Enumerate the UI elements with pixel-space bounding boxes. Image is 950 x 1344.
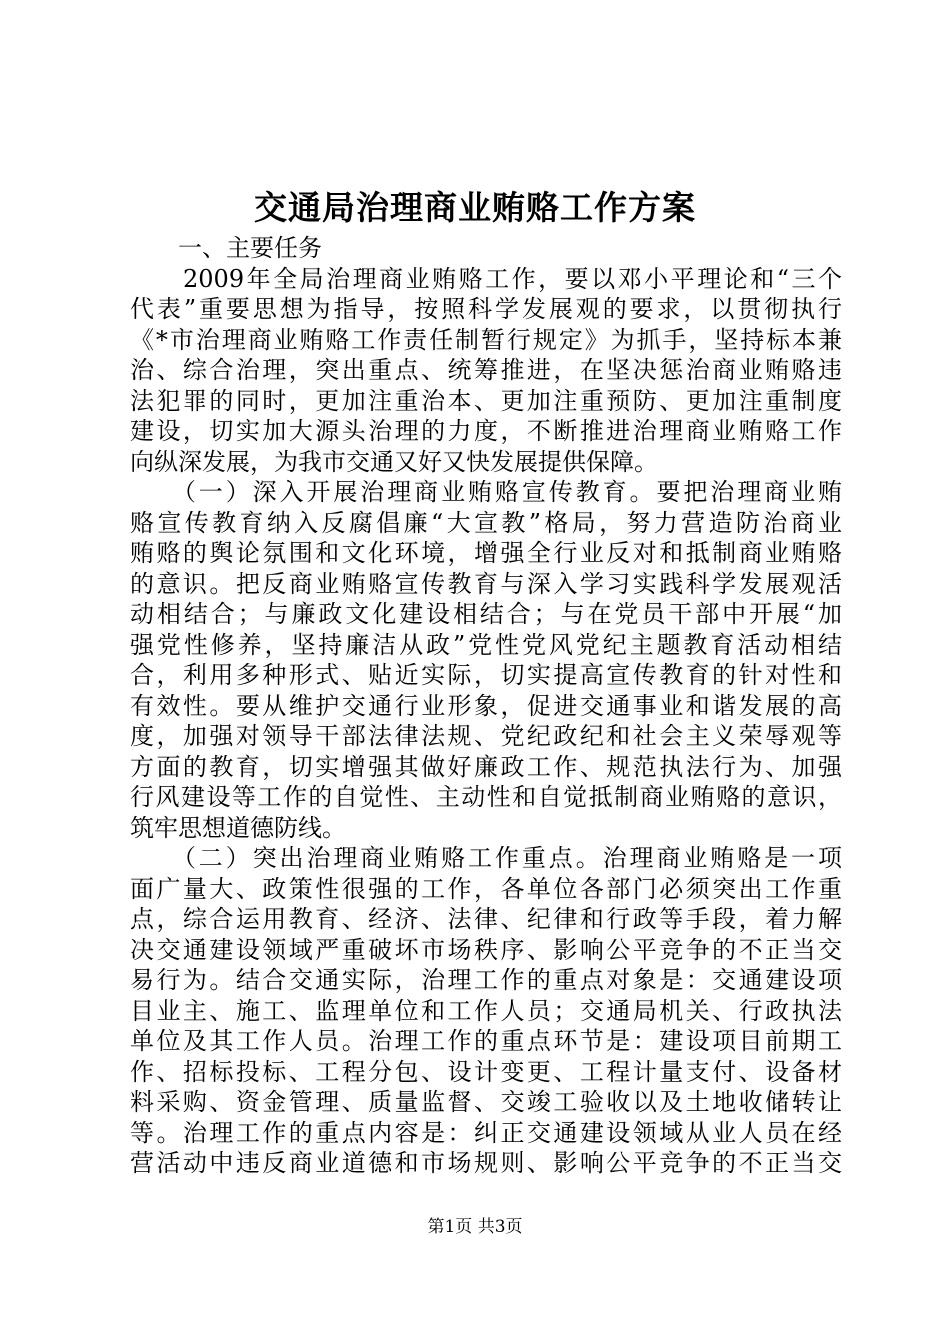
body-line: （一）深入开展治理商业贿赂宣传教育。要把治理商业贿 (130, 478, 842, 506)
body-line: 赂宣传教育纳入反腐倡廉“大宣教”格局，努力营造防治商业 (130, 508, 842, 537)
body-line: 合，利用多种形式、贴近实际，切实提高宣传教育的针对性和 (130, 661, 842, 689)
body-line: 营活动中违反商业道德和市场规则、影响公平竞争的不正当交 (130, 1149, 842, 1177)
body-line: 一、主要任务 (130, 234, 322, 262)
body-line: 有效性。要从维护交通行业形象，促进交通事业和谐发展的高 (130, 691, 842, 720)
page-indicator: 第1页 共3页 (427, 1217, 523, 1237)
body-line: 治、综合治理，突出重点、统筹推进，在坚决惩治商业贿赂违 (130, 356, 842, 384)
body-line: 《*市治理商业贿赂工作责任制暂行规定》为抓手，坚持标本兼 (130, 325, 842, 354)
body-line: 点，综合运用教育、经济、法律、纪律和行政等手段，着力解 (130, 905, 842, 933)
body-line: 代表”重要思想为指导，按照科学发展观的要求，以贯彻执行 (130, 295, 842, 323)
body-line: 强党性修养，坚持廉洁从政”党性党风党纪主题教育活动相结 (130, 630, 842, 659)
body-line: 目业主、施工、监理单位和工作人员；交通局机关、行政执法 (130, 996, 842, 1025)
body-line: 方面的教育，切实增强其做好廉政工作、规范执法行为、加强 (130, 752, 842, 781)
body-line: 2009年全局治理商业贿赂工作，要以邓小平理论和“三个 (130, 264, 842, 293)
body-line: 易行为。结合交通实际，治理工作的重点对象是：交通建设项 (130, 966, 842, 994)
body-line: 的意识。把反商业贿赂宣传教育与深入学习实践科学发展观活 (130, 569, 842, 598)
body-line: 贿赂的舆论氛围和文化环境，增强全行业反对和抵制商业贿赂 (130, 539, 842, 567)
body-line: 面广量大、政策性很强的工作，各单位各部门必须突出工作重 (130, 874, 842, 903)
document-body (130, 233, 842, 1179)
body-line: 决交通建设领域严重破坏市场秩序、影响公平竞争的不正当交 (130, 935, 842, 964)
body-line: 等。治理工作的重点内容是：纠正交通建设领域从业人员在经 (130, 1118, 842, 1147)
body-line: 向纵深发展，为我市交通又好又快发展提供保障。 (130, 447, 658, 476)
body-line: 法犯罪的同时，更加注重治本、更加注重预防、更加注重制度 (130, 386, 842, 415)
body-line: 作、招标投标、工程分包、设计变更、工程计量支付、设备材 (130, 1057, 842, 1086)
body-line: 度，加强对领导干部法律法规、党纪政纪和社会主义荣辱观等 (130, 722, 842, 750)
body-line: （二）突出治理商业贿赂工作重点。治理商业贿赂是一项 (130, 844, 842, 872)
body-line: 建设，切实加大源头治理的力度，不断推进治理商业贿赂工作 (130, 417, 842, 445)
body-line: 动相结合；与廉政文化建设相结合；与在党员干部中开展“加 (130, 600, 842, 628)
body-line: 筑牢思想道德防线。 (130, 813, 346, 842)
body-line: 料采购、资金管理、质量监督、交竣工验收以及土地收储转让 (130, 1088, 842, 1116)
body-line: 行风建设等工作的自觉性、主动性和自觉抵制商业贿赂的意识， (130, 783, 842, 811)
body-line: 单位及其工作人员。治理工作的重点环节是：建设项目前期工 (130, 1027, 842, 1055)
document-title: 交通局治理商业贿赂工作方案 (254, 188, 696, 227)
